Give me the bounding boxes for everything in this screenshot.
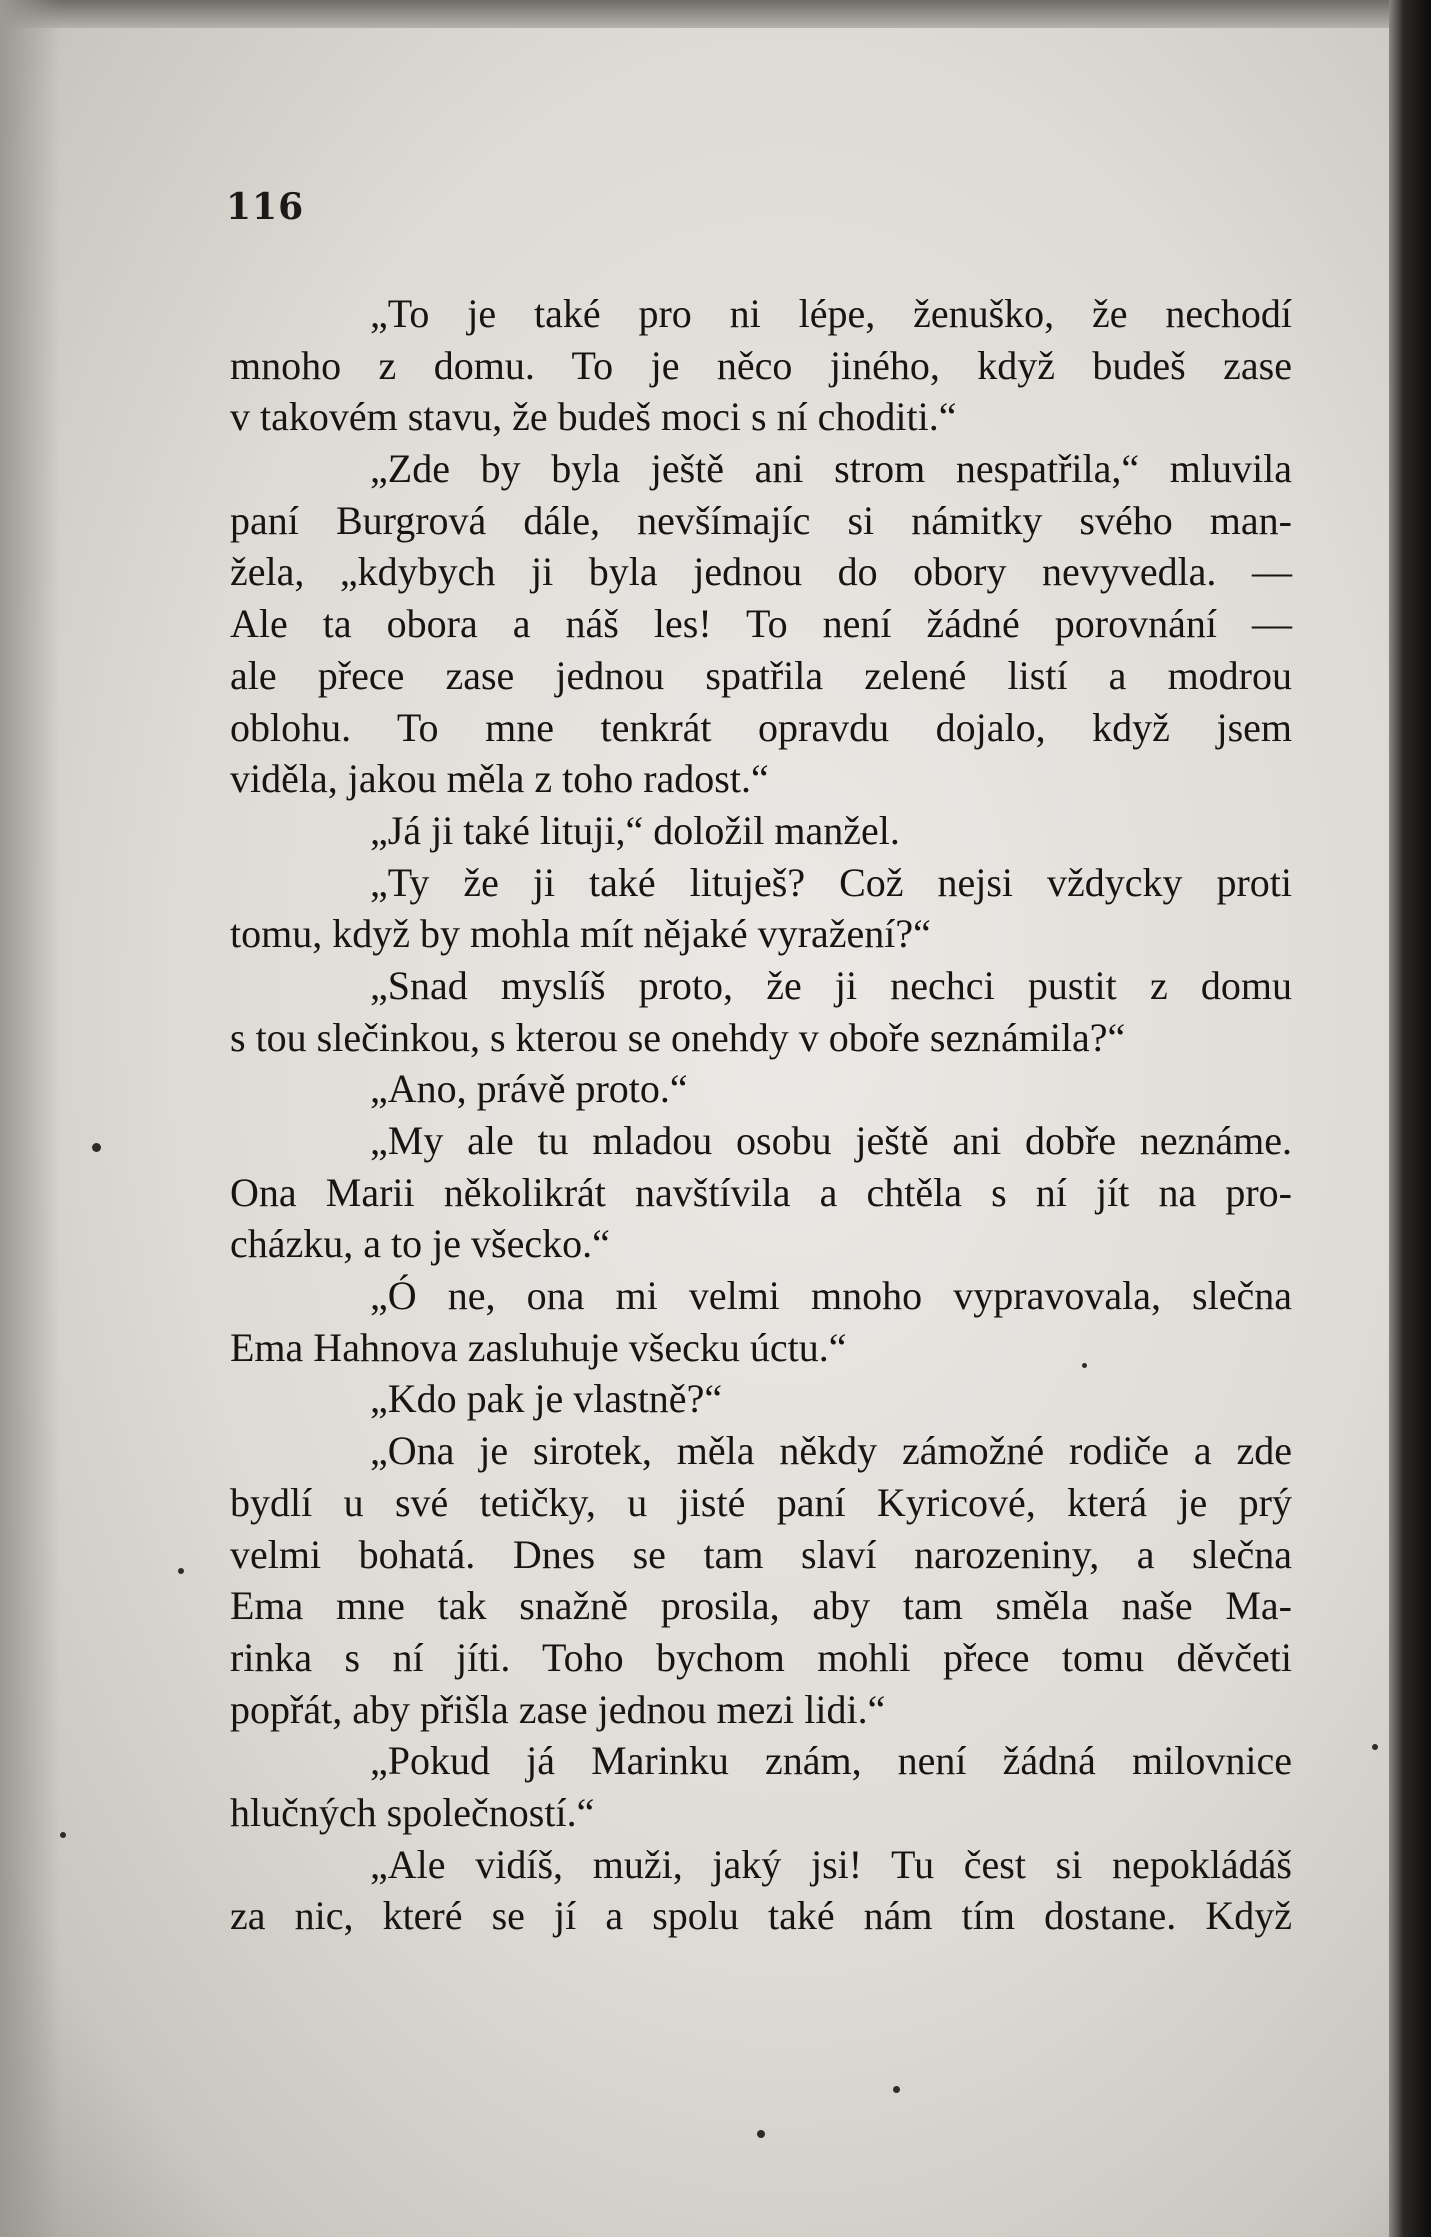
scan-edge-right [1389, 0, 1431, 2237]
text-line: popřát, aby přišla zase jednou mezi lidi.“ [230, 1686, 886, 1732]
text-line: „Ona je sirotek, měla někdy zámožné rodiče a zde [370, 1428, 1292, 1474]
text-line: tomu, když by mohla mít nějaké vyražení?“ [230, 911, 931, 957]
text-line: „My ale tu mladou osobu ještě ani dobře neznáme. [370, 1118, 1292, 1163]
text-line: cházku, a to je všecko.“ [230, 1221, 610, 1267]
text-line: „Ano, právě proto.“ [370, 1066, 688, 1112]
page-number: 116 [226, 186, 305, 228]
scan-speck [757, 2130, 765, 2138]
text-line: ale přece zase jednou spatřila zelené listí a modrou [230, 652, 1292, 698]
text-line: „Ty že ji také lituješ? Což nejsi vždycky proti [370, 859, 1292, 905]
text-line: Ona Marii několikrát navštívila a chtěla s ní jít na pro- [230, 1169, 1292, 1215]
text-line: „Já ji také lituji,“ doložil manžel. [370, 807, 900, 853]
text-line: za nic, které se jí a spolu také nám tím dostane. Když [230, 1893, 1292, 1939]
text-line: žela, „kdybych ji byla jednou do obory nevyvedla. — [230, 549, 1292, 595]
text-line: „Ó ne, ona mi velmi mnoho vypravovala, slečna [370, 1273, 1292, 1319]
text-line: rinka s ní jíti. Toho bychom mohli přece tomu děvčeti [230, 1634, 1292, 1680]
scan-edge-left [0, 0, 60, 2237]
text-line: oblohu. To mne tenkrát opravdu dojalo, když jsem [230, 704, 1292, 750]
text-line: bydlí u své tetičky, u jisté paní Kyricové, která je prý [230, 1479, 1292, 1525]
text-line: hlučných společností.“ [230, 1789, 595, 1835]
text-line: „Pokud já Marinku znám, není žádná milovnice [370, 1738, 1292, 1784]
scan-speck [60, 1832, 66, 1838]
text-line: „Kdo pak je vlastně?“ [370, 1376, 723, 1422]
text-line: paní Burgrová dále, nevšímajíc si námitky svého man- [230, 497, 1292, 543]
text-line: „Snad myslíš proto, že ji nechci pustit z domu [370, 962, 1292, 1008]
scan-speck [178, 1568, 184, 1574]
scan-speck [893, 2086, 900, 2093]
text-line: Ema Hahnova zasluhuje všecku úctu.“ [230, 1324, 847, 1370]
text-line: mnoho z domu. To je něco jiného, když budeš zase [230, 342, 1292, 388]
text-line: velmi bohatá. Dnes se tam slaví narozeniny, a slečna [230, 1531, 1292, 1577]
text-line: Ale ta obora a náš les! To není žádné porovnání — [230, 601, 1292, 647]
text-line: „To je také pro ni lépe, ženuško, že nechodí [370, 291, 1292, 336]
scan-edge-top [0, 0, 1431, 28]
text-line: „Zde by byla ještě ani strom nespatřila,“ mluvila [370, 446, 1292, 492]
scan-speck [1372, 1744, 1378, 1750]
text-line: „Ale vidíš, muži, jaký jsi! Tu čest si nepokládáš [370, 1841, 1292, 1887]
text-line: Ema mne tak snažně prosila, aby tam směla naše Ma- [230, 1583, 1292, 1629]
text-line: v takovém stavu, že budeš moci s ní choditi.“ [230, 394, 957, 440]
text-line: viděla, jakou měla z toho radost.“ [230, 756, 769, 802]
text-line: s tou slečinkou, s kterou se onehdy v oboře seznámila?“ [230, 1014, 1126, 1060]
body-text [230, 288, 1292, 1942]
scan-speck [92, 1143, 101, 1152]
